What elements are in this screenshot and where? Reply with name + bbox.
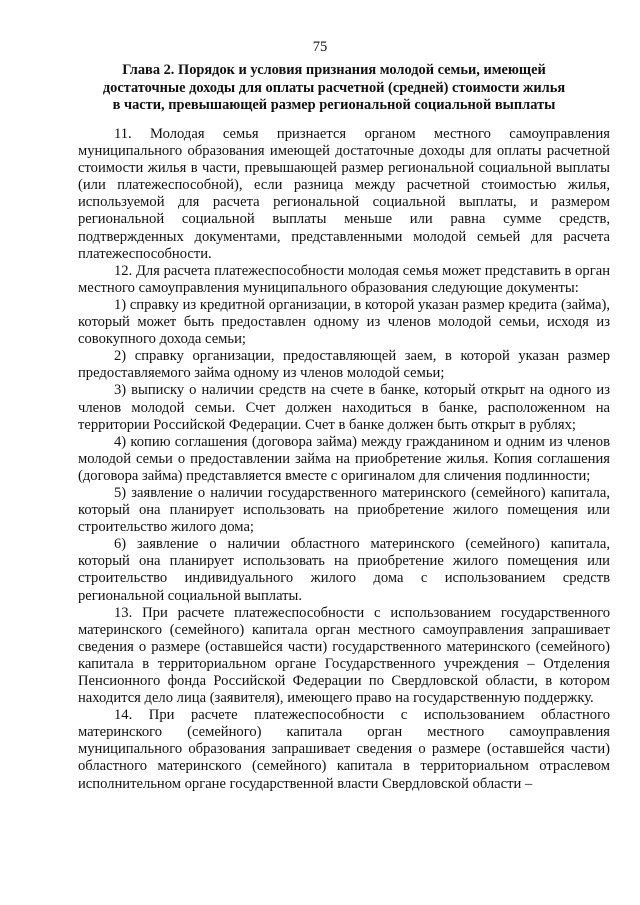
list-item-3: 3) выписку о наличии средств на счете в банке, который открыт на одного из членов молодой семьи. Счет должен находиться в банке, расположенном на территории Российской Федерации. Счет в банке должен быть открыт в рублях;	[78, 382, 610, 433]
list-item-2: 2) справку организации, предоставляющей заем, в которой указан размер предоставляемого займа одному из членов молодой семьи;	[78, 348, 610, 382]
chapter-title	[90, 62, 578, 115]
chapter-title-line: в части, превышающей размер региональной социальной выплаты	[112, 97, 556, 113]
document-body	[78, 126, 610, 793]
list-item-1: 1) справку из кредитной организации, в которой указан размер кредита (займа), который может быть предоставлен одному из членов молодой семьи, исходя из совокупного дохода семьи;	[78, 296, 610, 348]
chapter-title-line: достаточные доходы для оплаты расчетной (средней) стоимости жилья	[102, 79, 566, 96]
chapter-title-line: Глава 2. Порядок и условия признания молодой семьи, имеющей	[122, 62, 546, 78]
paragraph-14: 14. При расчете платежеспособности с использованием областного материнского (семейного) капитала орган местного самоуправления муниципального образования запрашивает сведения о размере (оставшейся части) областного материнского (семейного) капитала в территориальном отраслевом исполнительном органе государственной власти Свердловской области –	[78, 707, 610, 792]
page-number: 75	[312, 39, 328, 55]
list-item-5: 5) заявление о наличии государственного материнского (семейного) капитала, который она планирует использовать на приобретение жилого помещения или строительство жилого дома;	[78, 484, 610, 536]
paragraph-11: 11. Молодая семья признается органом местного самоуправления муниципального образования имеющей достаточные доходы для оплаты расчетной стоимости жилья в части, превышающей размер региональной социальной выплаты (или платежеспособной), если разница между расчетной стоимостью жилья, используемой для расчета региональной социальной выплаты, и размером региональной социальной выплаты меньше или равна сумме средств, подтвержденных документами, представленными молодой семьей для расчета платежеспособности.	[78, 126, 610, 262]
list-item-6: 6) заявление о наличии областного материнского (семейного) капитала, который она планирует использовать на приобретение жилого помещения или строительство индивидуального жилого дома с использованием средств региональной социальной выплаты.	[78, 536, 610, 604]
paragraph-12: 12. Для расчета платежеспособности молодая семья может представить в орган местного самоуправления муниципального образования следующие документы:	[78, 262, 610, 296]
paragraph-13: 13. При расчете платежеспособности с использованием государственного материнского (семейного) капитала орган местного самоуправления запрашивает сведения о размере (оставшейся части) государственного материнского (семейного) капитала в территориальном органе Государственного учреждения – Отделения Пенсионного фонда Российской Федерации по Свердловской области, в котором находится дело лица (заявителя), имеющего право на государственную поддержку.	[78, 604, 610, 707]
list-item-4: 4) копию соглашения (договора займа) между гражданином и одним из членов молодой семьи о предоставлении займа на приобретение жилья. Копия соглашения (договора займа) представляется вместе с оригиналом для сличения подлинности;	[78, 433, 610, 484]
